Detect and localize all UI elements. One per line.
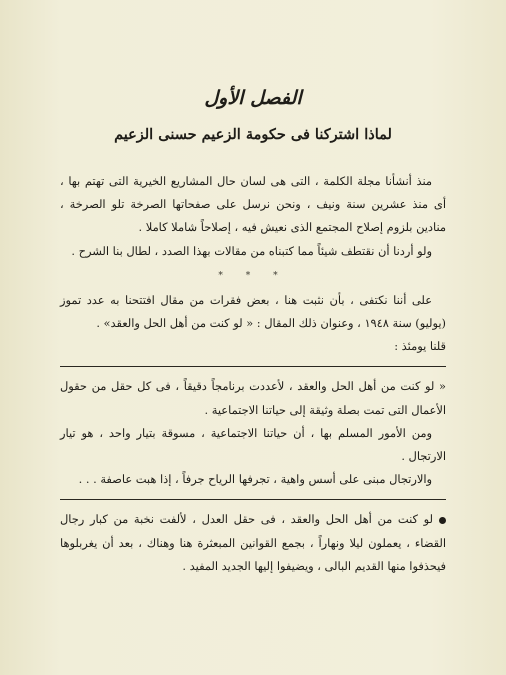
quote-paragraph: ومن الأمور المسلم بها ، أن حياتنا الاجتماعية ، مسوقة بتيار واحد ، هو تيار الارتجال . bbox=[60, 425, 446, 464]
divider-line bbox=[60, 499, 446, 500]
body-text bbox=[60, 170, 446, 578]
chapter-title: الفصل الأول bbox=[204, 87, 302, 109]
chapter-subtitle: لماذا اشتركنا فى حكومة الزعيم حسنى الزعيم bbox=[114, 126, 392, 143]
quote-paragraph: والارتجال مبنى على أسس واهية ، تجرفها الرياح جرفاً ، إذا هبت عاصفة . . . bbox=[78, 472, 432, 487]
paragraph: ولو أردنا أن نقتطف شيئاً مما كتبناه من مقالات بهذا الصدد ، لطال بنا الشرح . bbox=[71, 243, 432, 258]
bullet-icon bbox=[439, 517, 446, 524]
footer-paragraph-text: لو كنت من أهل الحل والعقد ، فى حقل العدل ، لألفت نخبة من كبار رجال القضاء ، يعملون ليلا ونهاراً ، بجمع القوانين المبعثرة هنا وهناك ، بعد أن يغربلوها فيحذفوا منها القديم البالى ، ويضيفوا إليها الجديد المفيد . bbox=[60, 512, 446, 573]
quote-paragraph: « لو كنت من أهل الحل والعقد ، لأعددت برنامجاً دقيقاً ، فى كل حقل من حقول الأعمال التى تمت بصلة وثيقة إلى حياتنا الاجتماعية . bbox=[60, 379, 446, 417]
divider-line bbox=[60, 366, 446, 367]
paragraph: قلنا يومئذ : bbox=[394, 339, 446, 354]
footer-paragraph bbox=[60, 508, 446, 578]
paragraph: منذ أنشأنا مجلة الكلمة ، التى هى لسان حال المشاريع الخيرية التى تهتم بها ، أى منذ عشرين سنة ونيف ، ونحن نرسل على صفحاتها الصرخة تلو الصرخة ، منادين بلزوم إصلاح المجتمع الذى نعيش فيه ، إصلاحاً شاملا كاملا . bbox=[60, 174, 446, 235]
section-separator: * * * bbox=[218, 270, 288, 281]
paragraph: على أننا نكتفى ، بأن نثبت هنا ، بعض فقرات من مقال افتتحنا به عدد تموز (يوليو) سنة ١٩٤٨ ، وعنوان ذلك المقال : « لو كنت من أهل الحل والعقد» . bbox=[60, 292, 446, 331]
